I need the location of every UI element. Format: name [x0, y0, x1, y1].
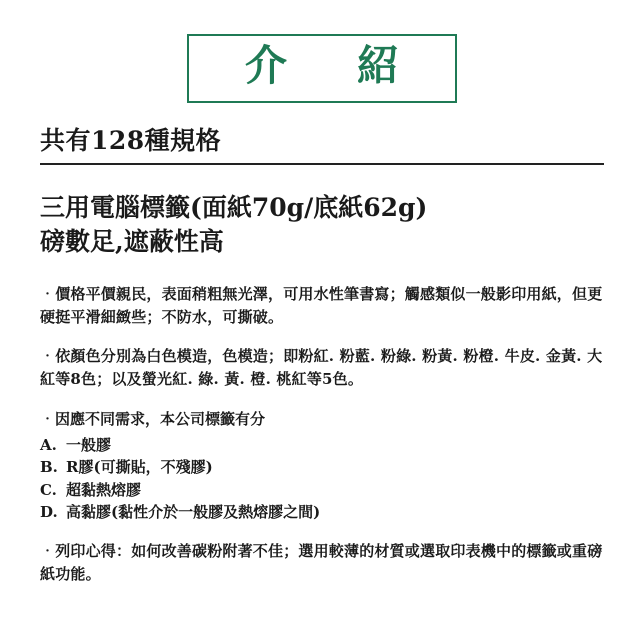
spec-heading: 共有128種規格 [40, 121, 604, 165]
product-title [40, 191, 604, 259]
list-item-marker: C. [40, 480, 57, 499]
list-item-label: 高黏膠(黏性介於一般膠及熱熔膠之間) [66, 503, 321, 522]
page-title: 介 紹 [244, 41, 413, 90]
paragraph-printing-tips: ‧列印心得：如何改善碳粉附著不佳；選用較薄的材質或選取印表機中的標籤或重磅紙功能。 [40, 541, 603, 583]
list-item-marker: A. [40, 435, 57, 454]
glue-list-intro: ‧因應不同需求，本公司標籤有分 [40, 409, 266, 428]
list-item-marker: D. [40, 503, 58, 522]
list-item [40, 434, 604, 457]
paragraph-colors: ‧依顏色分別為白色模造，色模造；即粉紅. 粉藍. 粉綠. 粉黃. 粉橙. 牛皮. 金黃. 大紅等8色；以及螢光紅. 綠. 黃. 橙. 桃紅等5色。 [40, 347, 603, 389]
list-item-label: 一般膠 [66, 435, 112, 454]
list-item-marker: B. [40, 458, 58, 477]
paragraph-material: ‧價格平價親民，表面稍粗無光澤，可用水性筆書寫；觸感類似一般影印用紙，但更硬挺平滑細緻些；不防水，可撕破。 [40, 284, 603, 326]
glue-type-list [40, 408, 604, 524]
list-item [40, 456, 604, 479]
list-item [40, 479, 604, 502]
list-item-label: 超黏熱熔膠 [66, 480, 142, 499]
list-item [40, 501, 604, 524]
title-box [187, 34, 457, 103]
list-item-label: R膠(可撕貼，不殘膠) [66, 458, 213, 477]
title-banner [40, 34, 604, 103]
product-title-line1: 三用電腦標籤(面紙70g/底紙62g) [40, 192, 428, 222]
product-title-line2: 磅數足,遮蔽性高 [40, 226, 224, 256]
